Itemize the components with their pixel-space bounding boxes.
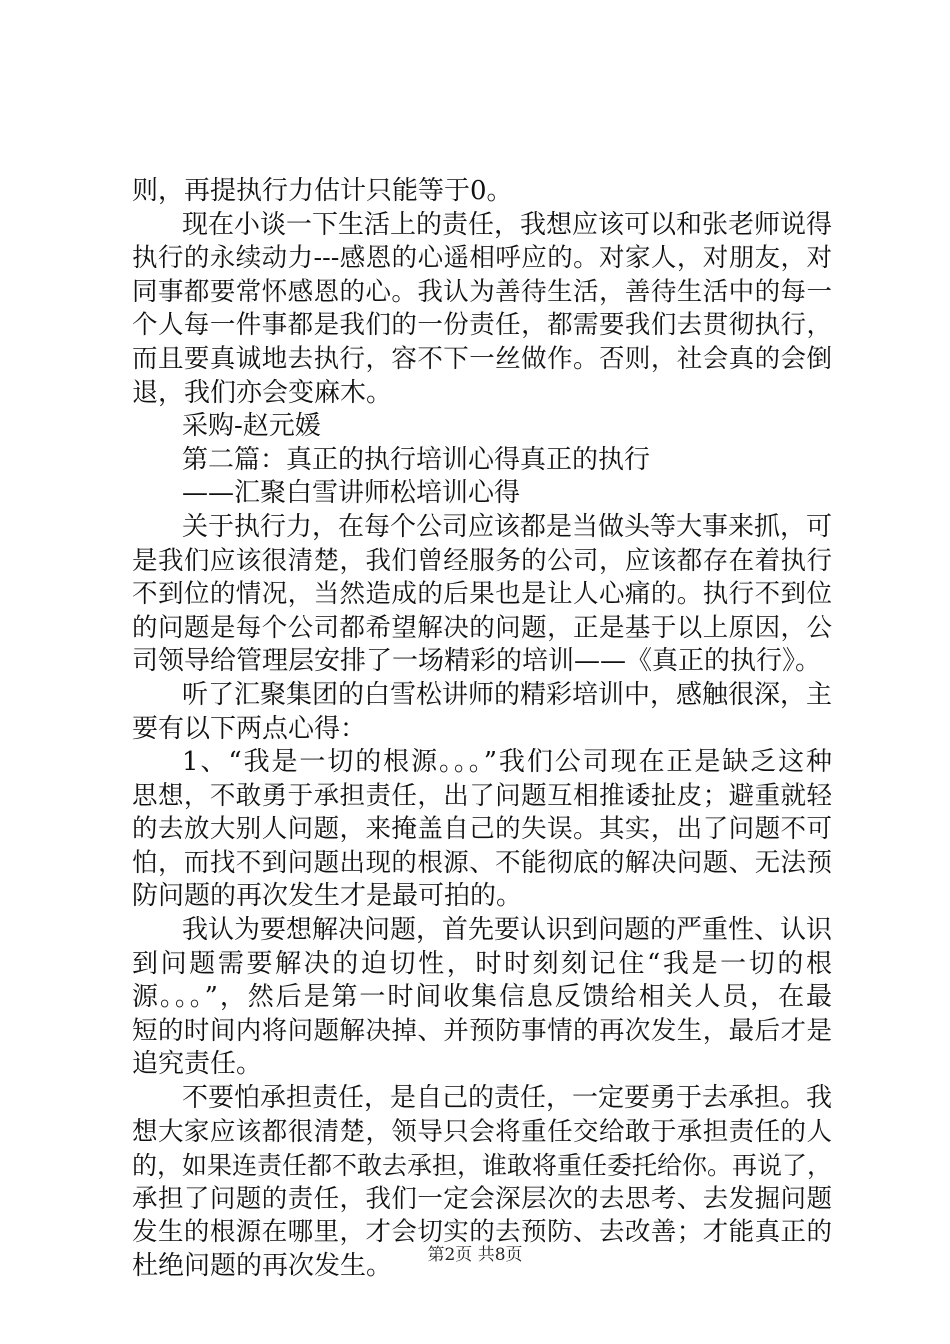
text-line: 承担了问题的责任，我们一定会深层次的去思考、去发掘问题 bbox=[132, 1183, 832, 1214]
text-line: 短的时间内将问题解决掉、并预防事情的再次发生，最后才是 bbox=[132, 1015, 832, 1046]
text-line: 追究责任。 bbox=[132, 1049, 263, 1080]
text-line: 现在小谈一下生活上的责任，我想应该可以和张老师说得 bbox=[182, 209, 833, 240]
text-line: 发生的根源在哪里，才会切实的去预防、去改善；才能真正的 bbox=[132, 1217, 832, 1248]
text-line: 想大家应该都很清楚，领导只会将重任交给敢于承担责任的人 bbox=[132, 1116, 832, 1147]
page-footer: 第2页 共8页 bbox=[427, 1245, 523, 1265]
text-line: 我认为要想解决问题，首先要认识到问题的严重性、认识 bbox=[182, 915, 833, 946]
text-line: 源。。。”，然后是第一时间收集信息反馈给相关人员，在最 bbox=[132, 982, 832, 1013]
text-line: 采购-赵元媛 bbox=[182, 411, 321, 442]
text-line: 关于执行力，在每个公司应该都是当做头等大事来抓，可 bbox=[182, 511, 833, 542]
text-line: 怕，而找不到问题出现的根源、不能彻底的解决问题、无法预 bbox=[132, 847, 832, 878]
text-line: 不要怕承担责任，是自己的责任，一定要勇于去承担。我 bbox=[182, 1083, 833, 1114]
text-line: 同事都要常怀感恩的心。我认为善待生活，善待生活中的每一 bbox=[132, 276, 832, 307]
text-line: 不到位的情况，当然造成的后果也是让人心痛的。执行不到位 bbox=[132, 579, 832, 610]
text-line: ——汇聚白雪讲师松培训心得 bbox=[182, 478, 521, 509]
text-line: 杜绝问题的再次发生。 bbox=[132, 1251, 393, 1281]
text-line: 个人每一件事都是我们的一份责任，都需要我们去贯彻执行， bbox=[132, 310, 832, 341]
text-line: 防问题的再次发生才是最可拍的。 bbox=[132, 881, 523, 912]
text-line: 的，如果连责任都不敢去承担，谁敢将重任委托给你。再说了， bbox=[132, 1151, 833, 1181]
text-line: 到问题需要解决的迫切性，时时刻刻记住“我是一切的根 bbox=[132, 948, 832, 979]
text-line: 而且要真诚地去执行，容不下一丝做作。否则，社会真的会倒 bbox=[132, 343, 832, 374]
text-line: 的去放大别人问题，来掩盖自己的失误。其实，出了问题不可 bbox=[132, 814, 832, 845]
text-line: 听了汇聚集团的白雪松讲师的精彩培训中，感触很深，主 bbox=[182, 679, 833, 710]
text-line: 思想，不敢勇于承担责任，出了问题互相推诿扯皮；避重就轻 bbox=[132, 780, 832, 811]
text-line: 的问题是每个公司都希望解决的问题，正是基于以上原因，公 bbox=[132, 612, 832, 643]
text-line: 第二篇：真正的执行培训心得真正的执行 bbox=[182, 444, 651, 475]
document-body bbox=[132, 175, 832, 1284]
text-line: 1、“我是一切的根源。。。”我们公司现在正是缺乏这种 bbox=[182, 747, 832, 778]
text-line: 执行的永续动力---感恩的心遥相呼应的。对家人，对朋友，对 bbox=[132, 243, 832, 274]
text-line: 司领导给管理层安排了一场精彩的培训——《真正的执行》。 bbox=[132, 646, 822, 677]
text-line: 则，再提执行力估计只能等于0。 bbox=[132, 176, 513, 206]
text-line: 要有以下两点心得： bbox=[132, 713, 367, 744]
text-line: 退，我们亦会变麻木。 bbox=[132, 377, 393, 408]
text-line: 是我们应该很清楚，我们曾经服务的公司，应该都存在着执行 bbox=[132, 545, 832, 576]
